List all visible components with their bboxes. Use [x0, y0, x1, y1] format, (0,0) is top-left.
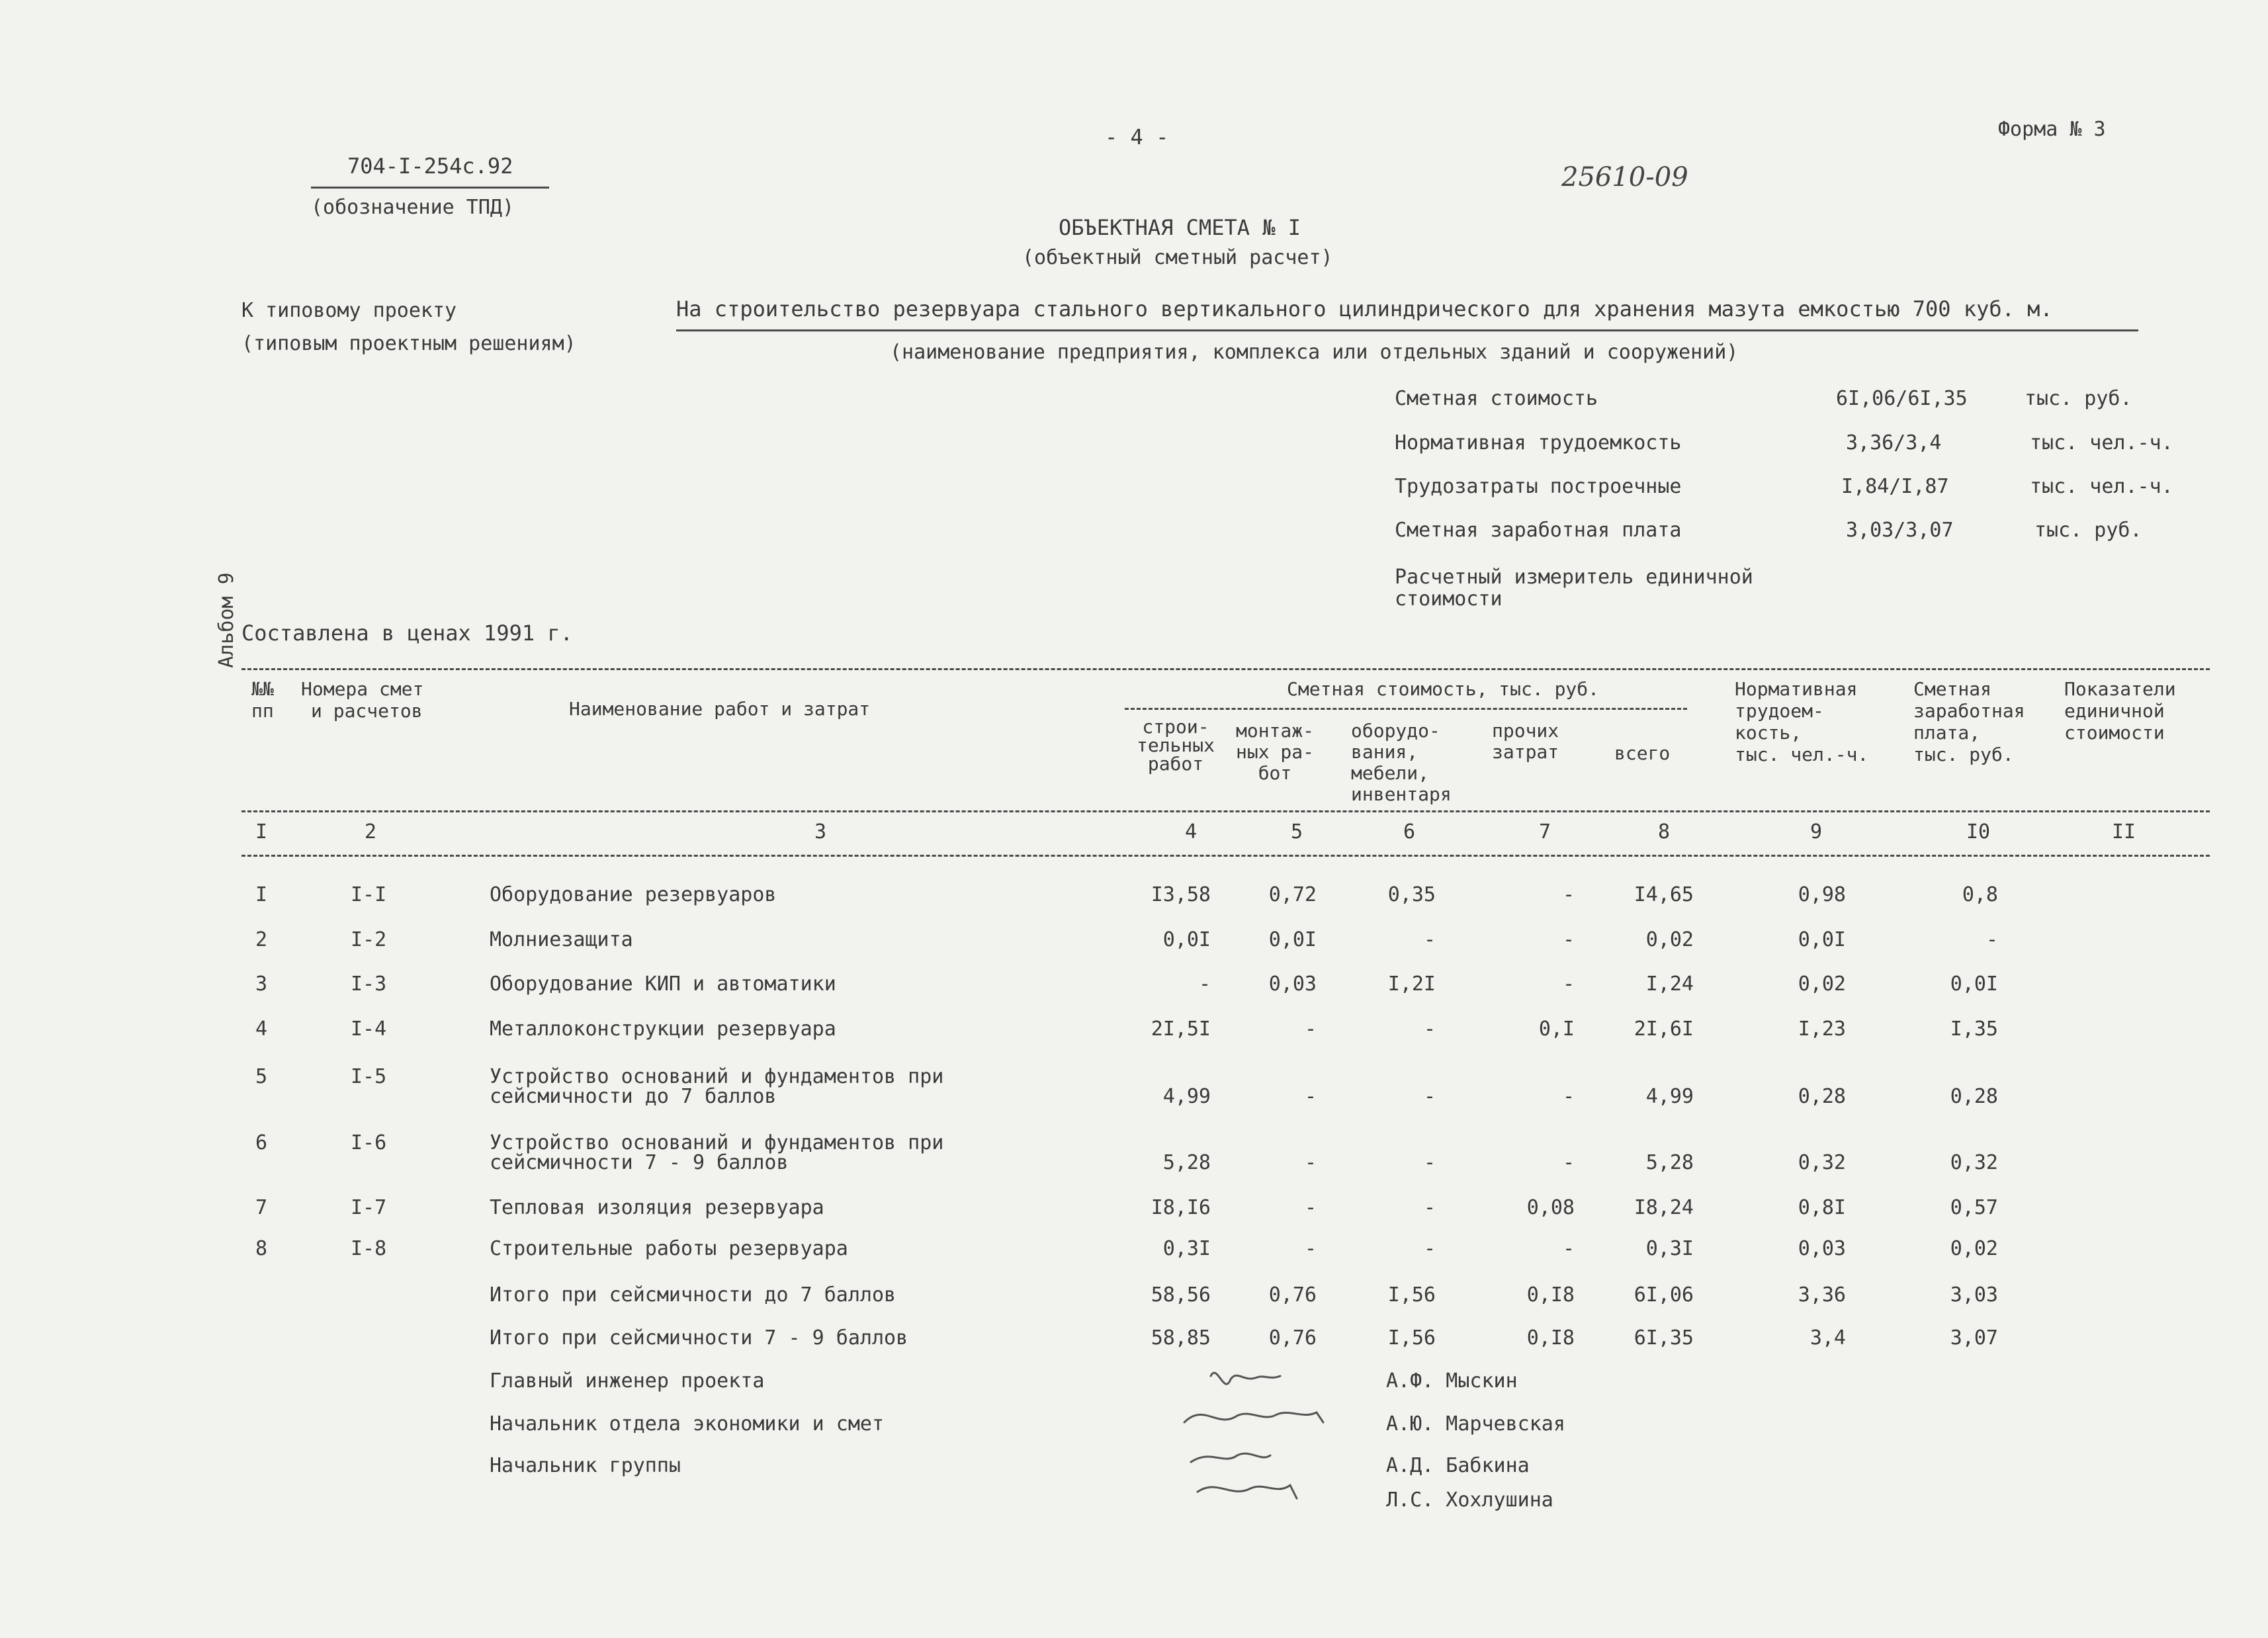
row-number: 6 — [255, 1131, 268, 1154]
row-c4: - — [1198, 972, 1211, 996]
header-col6: оборудо- — [1351, 720, 1440, 742]
header-col6: мебели, — [1351, 762, 1430, 784]
row-c7: - — [1562, 883, 1575, 906]
signature-person: А.Ю. Марчевская — [1386, 1412, 1565, 1436]
row-c7: - — [1562, 1151, 1575, 1174]
signature-person: А.Д. Бабкина — [1386, 1454, 1530, 1477]
signature-role: Главный инженер проекта — [490, 1369, 765, 1393]
summary-unit: тыс. чел.-ч. — [2030, 475, 2173, 498]
header-col5: бот — [1258, 762, 1292, 784]
handwritten-signatures — [1164, 1356, 1363, 1528]
col-number: 3 — [814, 820, 827, 843]
header-col4: тельных — [1136, 734, 1215, 756]
row-code: I-5 — [351, 1065, 387, 1088]
unit-meter-line-2: стоимости — [1395, 587, 1503, 611]
total-c9: 3,4 — [1810, 1326, 1846, 1350]
row-c7: - — [1562, 972, 1575, 996]
header-num: №№ — [251, 678, 274, 700]
row-c5: - — [1304, 1237, 1317, 1260]
row-c7: 0,08 — [1526, 1196, 1575, 1219]
col-number: 5 — [1290, 820, 1303, 843]
header-col7: прочих — [1492, 720, 1559, 742]
row-c10: 0,0I — [1950, 972, 1998, 996]
row-c5: - — [1304, 1196, 1317, 1219]
row-c7: - — [1562, 1237, 1575, 1260]
row-number: 8 — [255, 1237, 268, 1260]
signature-role: Начальник группы — [490, 1454, 681, 1477]
header-col11: единичной — [2064, 700, 2165, 722]
row-c10: - — [1985, 928, 1998, 951]
row-name: Устройство оснований и фундаментов при — [490, 1065, 944, 1088]
project-label-1: К типовому проекту — [241, 299, 457, 322]
row-c9: 0,28 — [1798, 1085, 1846, 1108]
project-caption: (наименование предприятия, комплекса или отдельных зданий и сооружений) — [890, 341, 1739, 364]
row-c9: 0,98 — [1798, 883, 1846, 906]
summary-value: 3,36/3,4 — [1846, 431, 1942, 454]
signature-person: Л.С. Хохлушина — [1386, 1488, 1553, 1512]
row-c6: - — [1423, 928, 1436, 951]
row-c4: 4,99 — [1162, 1085, 1211, 1108]
header-col10: заработная — [1913, 700, 2025, 722]
header-col10: плата, — [1913, 722, 1981, 744]
row-c8: 0,3I — [1645, 1237, 1694, 1260]
summary-unit: тыс. руб. — [2025, 387, 2132, 410]
header-bottom-rule — [241, 810, 2210, 812]
header-col4: работ — [1147, 753, 1204, 775]
summary-label: Нормативная трудоемкость — [1395, 431, 1682, 454]
total-name: Итого при сейсмичности до 7 баллов — [490, 1283, 896, 1307]
summary-label: Трудозатраты построечные — [1395, 475, 1682, 498]
signature-person: А.Ф. Мыскин — [1386, 1369, 1518, 1393]
total-c6: I,56 — [1387, 1326, 1436, 1350]
col-number: 8 — [1657, 820, 1671, 843]
header-cost-group: Сметная стоимость, тыс. руб. — [1287, 678, 1600, 700]
table-top-rule — [241, 668, 2210, 670]
header-col5: ных ра- — [1235, 741, 1314, 763]
header-col6: вания, — [1351, 741, 1418, 763]
row-c5: - — [1304, 1151, 1317, 1174]
col-number: II — [2111, 820, 2136, 843]
row-c4: 0,0I — [1162, 928, 1211, 951]
row-code: I-8 — [351, 1237, 387, 1260]
row-c5: - — [1304, 1017, 1317, 1041]
header-col11: стоимости — [2064, 722, 2165, 744]
colnum-bottom-rule — [241, 855, 2210, 857]
header-col9: тыс. чел.-ч. — [1735, 744, 1869, 765]
row-c4: 0,3I — [1162, 1237, 1211, 1260]
summary-unit: тыс. чел.-ч. — [2030, 431, 2173, 454]
row-c9: 0,0I — [1798, 928, 1846, 951]
row-c5: 0,72 — [1268, 883, 1317, 906]
row-name: Оборудование КИП и автоматики — [490, 972, 836, 996]
row-c5: 0,0I — [1268, 928, 1317, 951]
row-code: I-7 — [351, 1196, 387, 1219]
row-c8: I,24 — [1645, 972, 1694, 996]
stamp-number: 25610-09 — [1561, 162, 1688, 193]
project-label-2: (типовым проектным решениям) — [241, 332, 576, 355]
total-c10: 3,03 — [1950, 1283, 1998, 1307]
row-name: Строительные работы резервуара — [490, 1237, 848, 1260]
summary-value: 6I,06/6I,35 — [1836, 387, 1968, 410]
row-c5: - — [1304, 1085, 1317, 1108]
row-name: Металлоконструкции резервуара — [490, 1017, 836, 1041]
summary-unit: тыс. руб. — [2034, 519, 2142, 542]
row-c9: 0,32 — [1798, 1151, 1846, 1174]
row-c4: 2I,5I — [1151, 1017, 1211, 1041]
header-codes: Номера смет — [301, 678, 424, 700]
header-col10: Сметная — [1913, 678, 1992, 700]
row-c8: 4,99 — [1645, 1085, 1694, 1108]
header-num: пп — [251, 700, 274, 722]
row-c4: I8,I6 — [1151, 1196, 1211, 1219]
signature-stroke — [1184, 1412, 1323, 1422]
col-number: 7 — [1538, 820, 1551, 843]
row-c6: - — [1423, 1151, 1436, 1174]
header-col7: затрат — [1492, 741, 1559, 763]
header-col6: инвентаря — [1351, 783, 1452, 805]
header-col10: тыс. руб. — [1913, 744, 2014, 765]
header-col9: трудоем- — [1735, 700, 1824, 722]
col-number: 9 — [1810, 820, 1823, 843]
cost-group-rule — [1125, 708, 1687, 710]
row-c10: 0,02 — [1950, 1237, 1998, 1260]
total-c5: 0,76 — [1268, 1326, 1317, 1350]
total-name: Итого при сейсмичности 7 - 9 баллов — [490, 1326, 908, 1350]
row-name: Оборудование резервуаров — [490, 883, 777, 906]
total-c7: 0,I8 — [1526, 1283, 1575, 1307]
row-code: I-I — [351, 883, 387, 906]
summary-label: Сметная стоимость — [1395, 387, 1598, 410]
row-c6: - — [1423, 1237, 1436, 1260]
doc-subtitle: (объектный сметный расчет) — [1022, 246, 1333, 269]
row-c8: I4,65 — [1634, 883, 1694, 906]
header-col4: строи- — [1142, 716, 1209, 738]
header-codes: и расчетов — [311, 700, 423, 722]
row-c8: 0,02 — [1645, 928, 1694, 951]
row-c8: 5,28 — [1645, 1151, 1694, 1174]
total-c4: 58,56 — [1151, 1283, 1211, 1307]
summary-value: 3,03/3,07 — [1846, 519, 1954, 542]
row-c6: I,2I — [1387, 972, 1436, 996]
prices-note: Составлена в ценах 1991 г. — [241, 621, 573, 646]
project-underline — [676, 329, 2138, 331]
header-col9: кость, — [1735, 722, 1802, 744]
row-number: 3 — [255, 972, 268, 996]
row-number: I — [255, 883, 268, 906]
header-name: Наименование работ и затрат — [569, 698, 871, 720]
project-name: На строительство резервуара стального вертикального цилиндрического для хранения мазута емкостью 700 куб. м. — [676, 296, 2053, 322]
row-c9: I,23 — [1798, 1017, 1846, 1041]
row-c7: - — [1562, 1085, 1575, 1108]
row-number: 4 — [255, 1017, 268, 1041]
header-col5: монтаж- — [1235, 720, 1314, 742]
unit-meter-line-1: Расчетный измеритель единичной — [1395, 566, 1753, 589]
tpd-code: 704-I-254с.92 — [347, 153, 513, 179]
row-code: I-2 — [351, 928, 387, 951]
col-number: I0 — [1966, 820, 1991, 843]
row-c4: 5,28 — [1162, 1151, 1211, 1174]
signature-role: Начальник отдела экономики и смет — [490, 1412, 885, 1436]
row-code: I-3 — [351, 972, 387, 996]
row-c7: 0,I — [1538, 1017, 1575, 1041]
total-c7: 0,I8 — [1526, 1326, 1575, 1350]
row-c8: I8,24 — [1634, 1196, 1694, 1219]
col-number: 2 — [364, 820, 377, 843]
total-c6: I,56 — [1387, 1283, 1436, 1307]
row-c9: 0,8I — [1798, 1196, 1846, 1219]
doc-title: ОБЪЕКТНАЯ СМЕТА № I — [1059, 215, 1301, 240]
summary-label: Сметная заработная плата — [1395, 519, 1682, 542]
signature-stroke — [1198, 1485, 1297, 1498]
row-c6: 0,35 — [1387, 883, 1436, 906]
row-code: I-4 — [351, 1017, 387, 1041]
total-c8: 6I,06 — [1634, 1283, 1694, 1307]
signature-stroke — [1191, 1453, 1270, 1462]
row-number: 7 — [255, 1196, 268, 1219]
total-c10: 3,07 — [1950, 1326, 1998, 1350]
row-c6: - — [1423, 1017, 1436, 1041]
col-number: 6 — [1403, 820, 1416, 843]
row-name-cont: сейсмичности 7 - 9 баллов — [490, 1151, 789, 1174]
row-c10: 0,32 — [1950, 1151, 1998, 1174]
row-c5: 0,03 — [1268, 972, 1317, 996]
header-col11: Показатели — [2064, 678, 2176, 700]
header-col8: всего — [1614, 742, 1671, 764]
row-name: Устройство оснований и фундаментов при — [490, 1131, 944, 1154]
row-c10: 0,8 — [1962, 883, 1998, 906]
row-number: 5 — [255, 1065, 268, 1088]
form-label: Форма № 3 — [1998, 118, 2106, 141]
summary-value: I,84/I,87 — [1841, 475, 1949, 498]
row-c10: 0,57 — [1950, 1196, 1998, 1219]
row-c4: I3,58 — [1151, 883, 1211, 906]
row-name: Тепловая изоляция резервуара — [490, 1196, 824, 1219]
row-c9: 0,03 — [1798, 1237, 1846, 1260]
col-number: I — [255, 820, 268, 843]
row-c10: 0,28 — [1950, 1085, 1998, 1108]
row-c7: - — [1562, 928, 1575, 951]
row-c9: 0,02 — [1798, 972, 1846, 996]
total-c8: 6I,35 — [1634, 1326, 1694, 1350]
row-c6: - — [1423, 1085, 1436, 1108]
album-label: Альбом 9 — [214, 572, 238, 668]
tpd-caption: (обозначение ТПД) — [311, 196, 515, 219]
row-name: Молниезащита — [490, 928, 633, 951]
total-c9: 3,36 — [1798, 1283, 1846, 1307]
row-c6: - — [1423, 1196, 1436, 1219]
row-code: I-6 — [351, 1131, 387, 1154]
row-c8: 2I,6I — [1634, 1017, 1694, 1041]
row-c10: I,35 — [1950, 1017, 1998, 1041]
row-number: 2 — [255, 928, 268, 951]
total-c4: 58,85 — [1151, 1326, 1211, 1350]
col-number: 4 — [1184, 820, 1198, 843]
page-number: - 4 - — [1105, 124, 1169, 150]
tpd-underline — [311, 187, 549, 189]
row-name-cont: сейсмичности до 7 баллов — [490, 1085, 777, 1108]
total-c5: 0,76 — [1268, 1283, 1317, 1307]
signature-stroke — [1211, 1373, 1280, 1384]
header-col9: Нормативная — [1735, 678, 1858, 700]
